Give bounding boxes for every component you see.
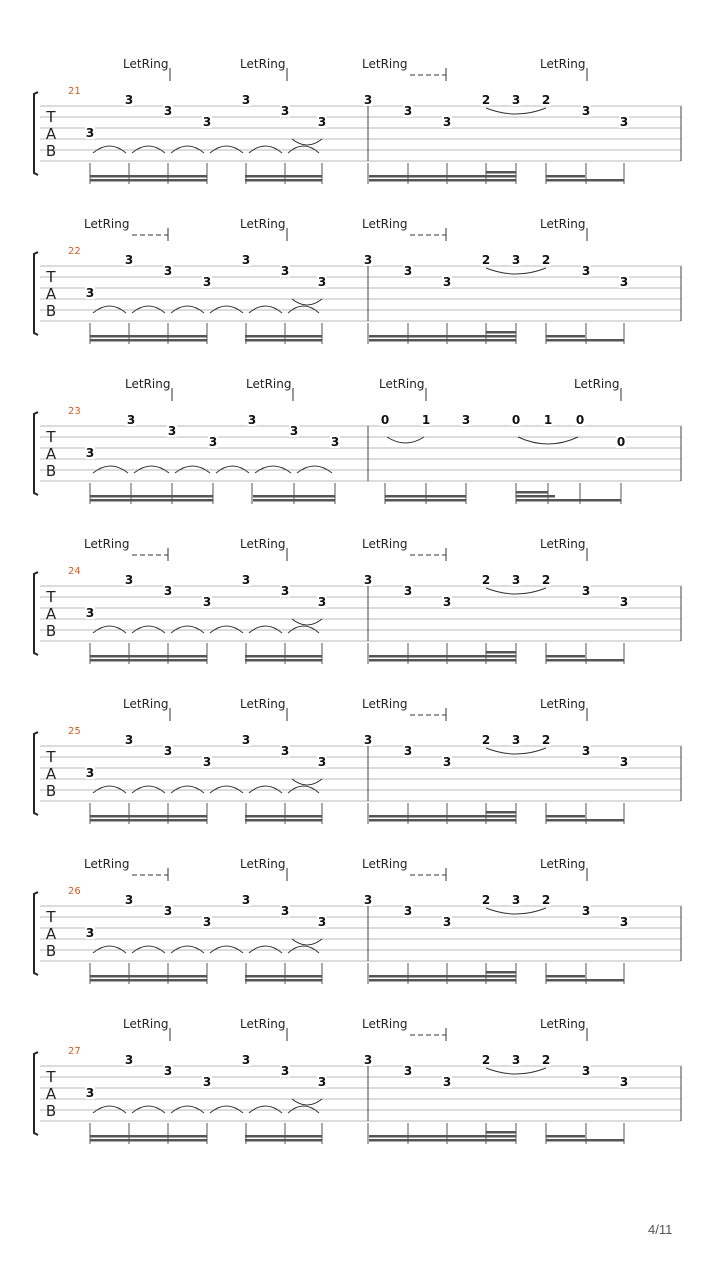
fret-number: 3	[280, 264, 290, 278]
let-ring-label: LetRing	[379, 377, 425, 391]
fret-number: 3	[202, 1075, 212, 1089]
beam	[245, 175, 322, 178]
beam	[369, 659, 516, 662]
fret-number: 2	[541, 573, 551, 587]
let-ring-label: LetRing	[362, 1017, 408, 1031]
fret-number: 3	[85, 446, 95, 460]
beam	[245, 659, 322, 662]
fret-number: 3	[403, 104, 413, 118]
beam	[245, 179, 322, 182]
beam	[245, 1139, 322, 1142]
fret-number: 3	[403, 744, 413, 758]
fret-number: 3	[163, 744, 173, 758]
tie-arc	[292, 779, 322, 785]
fret-number: 3	[442, 755, 452, 769]
beam	[90, 495, 213, 498]
fret-number: 3	[403, 264, 413, 278]
tab-clef-letter: A	[45, 605, 57, 623]
fret-number: 3	[202, 275, 212, 289]
fret-number: 2	[541, 253, 551, 267]
fret-number: 3	[403, 904, 413, 918]
let-ring-label: LetRing	[540, 1017, 586, 1031]
fret-number: 3	[442, 115, 452, 129]
fret-number: 3	[581, 1064, 591, 1078]
fret-number: 3	[163, 264, 173, 278]
fret-number: 3	[317, 915, 327, 929]
system-bracket	[34, 252, 38, 335]
slur-arc	[486, 908, 546, 914]
beam	[90, 175, 207, 178]
fret-number: 3	[163, 104, 173, 118]
beam	[486, 331, 516, 334]
slur-arc	[387, 437, 424, 443]
system-bracket	[34, 572, 38, 655]
tab-clef-letter: B	[45, 1102, 57, 1120]
beam	[369, 815, 516, 818]
fret-number: 3	[619, 275, 629, 289]
tie-arc	[292, 139, 322, 145]
page-number: 4/11	[648, 1222, 673, 1237]
tab-clef-letter: B	[45, 942, 57, 960]
beam	[90, 179, 207, 182]
tab-clef-letter: B	[45, 782, 57, 800]
fret-number: 3	[511, 733, 521, 747]
beam	[546, 659, 624, 662]
beam	[253, 495, 335, 498]
beam	[546, 979, 624, 982]
tab-clef-letter: B	[45, 302, 57, 320]
let-ring-label: LetRing	[240, 537, 286, 551]
fret-number: 3	[511, 1053, 521, 1067]
beam	[245, 975, 322, 978]
beam	[369, 335, 516, 338]
beam	[546, 339, 624, 342]
fret-number: 3	[85, 606, 95, 620]
beam	[546, 975, 585, 978]
fret-number: 3	[619, 595, 629, 609]
fret-number: 3	[124, 93, 134, 107]
tab-clef-letter: T	[46, 428, 56, 446]
beam	[245, 339, 322, 342]
fret-number: 3	[247, 413, 257, 427]
beam	[90, 499, 213, 502]
beam	[90, 339, 207, 342]
beam	[546, 815, 585, 818]
fret-number: 3	[442, 1075, 452, 1089]
fret-number: 3	[241, 733, 251, 747]
tab-clef-letter: B	[45, 142, 57, 160]
let-ring-label: LetRing	[540, 697, 586, 711]
measure-number: 25	[68, 726, 81, 737]
fret-number: 3	[202, 115, 212, 129]
let-ring-label: LetRing	[240, 217, 286, 231]
measure-number: 27	[68, 1046, 81, 1057]
beam	[369, 1139, 516, 1142]
let-ring-label: LetRing	[362, 217, 408, 231]
fret-number: 3	[289, 424, 299, 438]
fret-number: 3	[363, 573, 373, 587]
tab-clef-letter: A	[45, 765, 57, 783]
fret-number: 3	[124, 1053, 134, 1067]
beam	[253, 499, 335, 502]
beam	[546, 819, 624, 822]
beam	[369, 979, 516, 982]
fret-number: 3	[619, 755, 629, 769]
beam	[486, 651, 516, 654]
beam	[546, 1139, 624, 1142]
fret-number: 3	[124, 253, 134, 267]
fret-number: 3	[317, 755, 327, 769]
fret-number: 2	[541, 93, 551, 107]
slur-arc	[486, 108, 546, 114]
fret-number: 3	[581, 584, 591, 598]
fret-number: 3	[202, 915, 212, 929]
fret-number: 3	[241, 573, 251, 587]
let-ring-label: LetRing	[362, 537, 408, 551]
let-ring-label: LetRing	[362, 57, 408, 71]
fret-number: 2	[481, 1053, 491, 1067]
tab-clef-letter: T	[46, 748, 56, 766]
measure-number: 26	[68, 886, 81, 897]
let-ring-label: LetRing	[240, 57, 286, 71]
tab-clef-letter: B	[45, 462, 57, 480]
let-ring-label: LetRing	[540, 57, 586, 71]
let-ring-label: LetRing	[84, 217, 130, 231]
fret-number: 0	[575, 413, 585, 427]
fret-number: 0	[380, 413, 390, 427]
fret-number: 0	[511, 413, 521, 427]
let-ring-label: LetRing	[574, 377, 620, 391]
fret-number: 3	[581, 744, 591, 758]
tab-clef-letter: A	[45, 445, 57, 463]
beam	[486, 811, 516, 814]
fret-number: 3	[85, 926, 95, 940]
fret-number: 3	[317, 115, 327, 129]
beam	[486, 171, 516, 174]
beam	[546, 335, 585, 338]
system-bracket	[34, 732, 38, 815]
tab-clef-letter: A	[45, 1085, 57, 1103]
fret-number: 3	[511, 93, 521, 107]
let-ring-label: LetRing	[240, 1017, 286, 1031]
tab-clef-letter: T	[46, 1068, 56, 1086]
system-bracket	[34, 412, 38, 495]
beam	[90, 1135, 207, 1138]
fret-number: 3	[403, 584, 413, 598]
fret-number: 3	[581, 104, 591, 118]
let-ring-label: LetRing	[84, 537, 130, 551]
tab-clef-letter: T	[46, 588, 56, 606]
fret-number: 3	[363, 1053, 373, 1067]
system-bracket	[34, 892, 38, 975]
fret-number: 2	[481, 253, 491, 267]
beam	[245, 655, 322, 658]
system-bracket	[34, 1052, 38, 1135]
measure-number: 23	[68, 406, 81, 417]
fret-number: 3	[85, 286, 95, 300]
beam	[90, 979, 207, 982]
beam	[486, 1131, 516, 1134]
tab-clef-letter: T	[46, 908, 56, 926]
tie-arc	[292, 939, 322, 945]
fret-number: 3	[442, 595, 452, 609]
tab-clef-letter: T	[46, 268, 56, 286]
fret-number: 3	[619, 115, 629, 129]
tab-clef-letter: B	[45, 622, 57, 640]
beam	[369, 1135, 516, 1138]
let-ring-label: LetRing	[240, 697, 286, 711]
beam	[90, 655, 207, 658]
fret-number: 3	[280, 744, 290, 758]
beam	[90, 1139, 207, 1142]
system-bracket	[34, 92, 38, 175]
let-ring-label: LetRing	[540, 217, 586, 231]
fret-number: 3	[167, 424, 177, 438]
tab-clef-letter: T	[46, 108, 56, 126]
fret-number: 2	[541, 733, 551, 747]
slur-arc	[486, 588, 546, 594]
beam	[369, 975, 516, 978]
let-ring-label: LetRing	[246, 377, 292, 391]
fret-number: 3	[280, 904, 290, 918]
beam	[245, 979, 322, 982]
fret-number: 3	[511, 253, 521, 267]
fret-number: 2	[481, 93, 491, 107]
tab-clef-letter: A	[45, 125, 57, 143]
beam	[546, 179, 624, 182]
fret-number: 3	[363, 733, 373, 747]
beam	[245, 815, 322, 818]
fret-number: 1	[421, 413, 431, 427]
fret-number: 1	[543, 413, 553, 427]
let-ring-label: LetRing	[240, 857, 286, 871]
tie-arc	[292, 299, 322, 305]
fret-number: 3	[124, 893, 134, 907]
fret-number: 3	[330, 435, 340, 449]
beam	[90, 335, 207, 338]
beam	[90, 975, 207, 978]
fret-number: 3	[163, 584, 173, 598]
fret-number: 3	[511, 573, 521, 587]
fret-number: 3	[126, 413, 136, 427]
fret-number: 3	[241, 1053, 251, 1067]
beam	[90, 659, 207, 662]
fret-number: 2	[541, 893, 551, 907]
fret-number: 3	[317, 1075, 327, 1089]
let-ring-label: LetRing	[540, 537, 586, 551]
beam	[369, 179, 516, 182]
measure-number: 22	[68, 246, 81, 257]
beam	[385, 495, 466, 498]
beam	[546, 655, 585, 658]
tie-arc	[292, 1099, 322, 1105]
fret-number: 3	[280, 584, 290, 598]
fret-number: 3	[581, 904, 591, 918]
fret-number: 3	[208, 435, 218, 449]
fret-number: 3	[124, 733, 134, 747]
fret-number: 3	[85, 1086, 95, 1100]
fret-number: 3	[202, 595, 212, 609]
fret-number: 3	[280, 104, 290, 118]
fret-number: 3	[511, 893, 521, 907]
fret-number: 3	[280, 1064, 290, 1078]
fret-number: 3	[619, 1075, 629, 1089]
let-ring-label: LetRing	[362, 697, 408, 711]
fret-number: 3	[163, 904, 173, 918]
let-ring-label: LetRing	[123, 57, 169, 71]
fret-number: 3	[317, 595, 327, 609]
fret-number: 2	[541, 1053, 551, 1067]
fret-number: 0	[616, 435, 626, 449]
beam	[245, 1135, 322, 1138]
tie-arc	[292, 619, 322, 625]
beam	[369, 339, 516, 342]
fret-number: 3	[85, 766, 95, 780]
beam	[369, 819, 516, 822]
fret-number: 3	[619, 915, 629, 929]
fret-number: 3	[581, 264, 591, 278]
slur-arc	[486, 268, 546, 274]
slur-arc	[518, 437, 578, 444]
let-ring-label: LetRing	[362, 857, 408, 871]
let-ring-label: LetRing	[123, 1017, 169, 1031]
fret-number: 3	[363, 893, 373, 907]
beam	[546, 1135, 585, 1138]
fret-number: 2	[481, 573, 491, 587]
measure-number: 21	[68, 86, 81, 97]
fret-number: 3	[461, 413, 471, 427]
measure-number: 24	[68, 566, 81, 577]
fret-number: 3	[202, 755, 212, 769]
beam	[90, 819, 207, 822]
beam	[90, 815, 207, 818]
tab-clef-letter: A	[45, 285, 57, 303]
let-ring-label: LetRing	[540, 857, 586, 871]
slur-arc	[486, 1068, 546, 1074]
let-ring-label: LetRing	[125, 377, 171, 391]
fret-number: 3	[403, 1064, 413, 1078]
beam	[245, 819, 322, 822]
fret-number: 3	[363, 93, 373, 107]
tab-clef-letter: A	[45, 925, 57, 943]
fret-number: 3	[317, 275, 327, 289]
beam	[486, 971, 516, 974]
let-ring-label: LetRing	[84, 857, 130, 871]
fret-number: 3	[241, 253, 251, 267]
beam	[385, 499, 466, 502]
fret-number: 2	[481, 893, 491, 907]
fret-number: 3	[124, 573, 134, 587]
fret-number: 3	[241, 893, 251, 907]
beam	[516, 491, 548, 494]
fret-number: 3	[163, 1064, 173, 1078]
beam	[546, 175, 585, 178]
fret-number: 3	[363, 253, 373, 267]
beam	[516, 499, 621, 502]
beam	[369, 655, 516, 658]
fret-number: 3	[241, 93, 251, 107]
slur-arc	[486, 748, 546, 754]
let-ring-label: LetRing	[123, 697, 169, 711]
fret-number: 2	[481, 733, 491, 747]
fret-number: 3	[442, 275, 452, 289]
beam	[369, 175, 516, 178]
fret-number: 3	[85, 126, 95, 140]
beam	[516, 495, 555, 498]
fret-number: 3	[442, 915, 452, 929]
beam	[245, 335, 322, 338]
